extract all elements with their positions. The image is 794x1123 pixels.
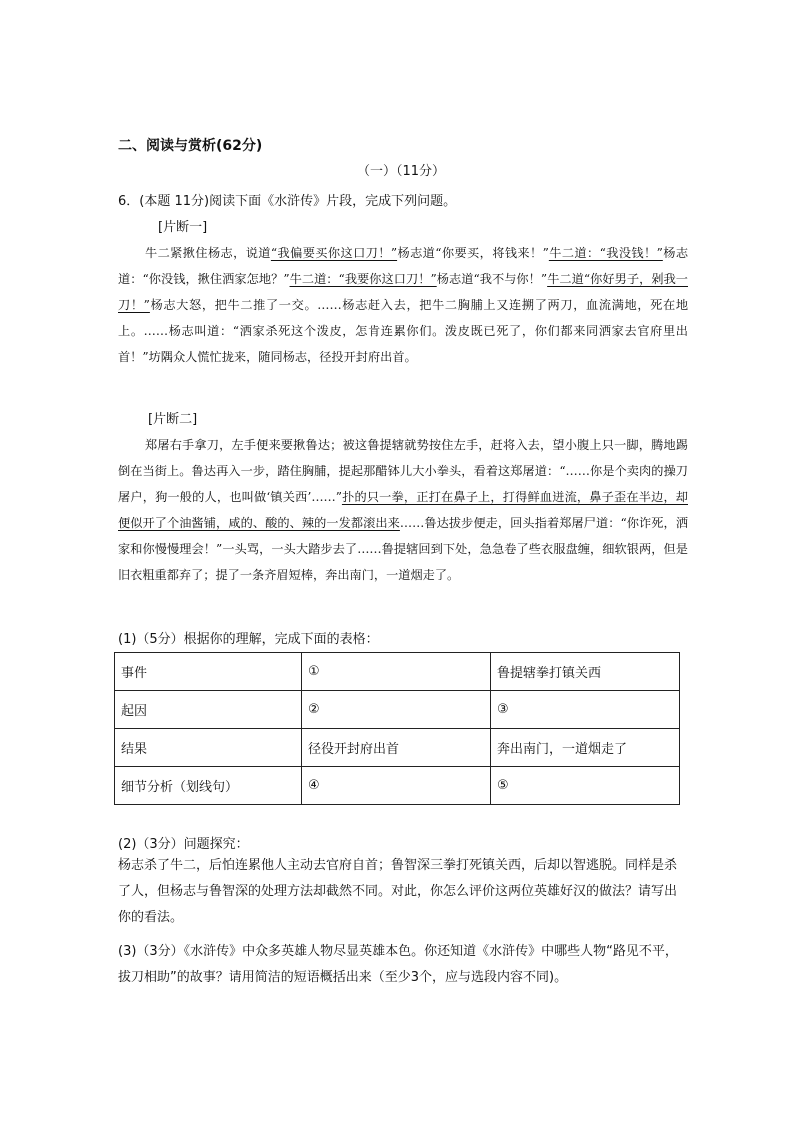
fragment1-seg5: 杨志道：“你没钱，揪住洒家怎地？” xyxy=(118,246,689,286)
fragment1-label: [片断一] xyxy=(158,220,208,235)
table-cell: 细节分析（划线句） xyxy=(115,767,302,805)
table-cell: 结果 xyxy=(115,729,302,767)
table-cell: 事件 xyxy=(115,653,302,691)
table-cell: 径役开封府出首 xyxy=(302,729,491,767)
answer-table xyxy=(114,652,680,805)
subsection-title: （一）（11分） xyxy=(357,164,446,179)
table-cell: ③ xyxy=(491,691,680,729)
fragment2-seg3: ……鲁达拔步便走，回头指着郑屠尸道：“你诈死，洒家和你慢慢理会！”一头骂，一头大踏步去了……鲁提辖回到下处，急急卷了些衣服盘缠，细软银两，但是旧衣粗重都弃了；提了一条齐眉短棒，奔出南门，一道烟走了。 xyxy=(118,516,689,582)
table-row xyxy=(115,767,680,805)
fragment2-label: [片断二] xyxy=(148,412,198,427)
q2-prompt: (2)（3分）问题探究： xyxy=(118,837,249,852)
table-row xyxy=(115,729,680,767)
table-cell: 鲁提辖拳打镇关西 xyxy=(491,653,680,691)
table-cell: ⑤ xyxy=(491,767,680,805)
table-cell: 奔出南门，一道烟走了 xyxy=(491,729,680,767)
fragment2-text xyxy=(118,432,688,588)
fragment2-underlined: 扑的只一拳，正打在鼻子上，打得鲜血迸流，鼻子歪在半边，却便似开了个油酱铺，咸的、酸的、辣的一发都滚出来 xyxy=(118,490,688,530)
fragment1-seg1: 牛二紧揪住杨志，说道 xyxy=(145,246,271,260)
q3-text: (3)（3分）《水浒传》中众多英雄人物尽显英雄本色。你还知道《水浒传》中哪些人物“路见不平，拔刀相助”的故事？请用简洁的短语概括出来（至少3个，应与选段内容不同)。 xyxy=(118,944,678,985)
fragment1-underlined-3: 牛二道：“我要你这口刀！” xyxy=(289,272,437,286)
q1-prompt: (1)（5分）根据你的理解，完成下面的表格： xyxy=(118,632,379,647)
table-cell: ② xyxy=(302,691,491,729)
table-cell: ④ xyxy=(302,767,491,805)
fragment2-seg1: 郑屠右手拿刀，左手便来要揪鲁达；被这鲁提辖就势按住左手，赶将入去，望小腹上只一脚，腾地踢倒在当街上。鲁达再入一步，踏住胸脯，提起那醋钵儿大小拳头，看着这郑屠道：“……你是个卖肉的操刀屠户，狗一般的人，也叫做‘镇关西’……” xyxy=(118,438,688,504)
table-row xyxy=(115,691,680,729)
table-cell: ① xyxy=(302,653,491,691)
fragment1-seg3: 杨志道“你要买，将钱来！” xyxy=(397,246,549,260)
table-row xyxy=(115,653,680,691)
table-cell: 起因 xyxy=(115,691,302,729)
fragment1-text xyxy=(118,240,688,370)
fragment1-underlined-1: “我偏要买你这口刀！” xyxy=(270,246,398,260)
section-title: 二、阅读与赏析(62分) xyxy=(118,138,263,154)
fragment1-underlined-2: 牛二道：“我没钱！” xyxy=(548,246,663,260)
question-intro: 6．(本题 11分)阅读下面《水浒传》片段，完成下列问题。 xyxy=(118,194,457,209)
fragment1-seg9: 杨志大怒，把牛二推了一交。……杨志赶入去，把牛二胸脯上又连搠了两刀，血流满地，死在地上。……杨志叫道：“洒家杀死这个泼皮，怎肯连累你们。泼皮既已死了，你们都来同洒家去官府里出首！”坊隅众人慌忙拢来，随同杨志，径投开封府出首。 xyxy=(118,298,689,364)
q2-text: 杨志杀了牛二，后怕连累他人主动去官府自首；鲁智深三拳打死镇关西，后却以智逃脱。同样是杀了人，但杨志与鲁智深的处理方法却截然不同。对此，你怎么评价这两位英雄好汉的做法？请写出你的看法。 xyxy=(118,858,678,925)
fragment1-underlined-4: 牛二道“你好男子，剁我一刀！” xyxy=(118,272,688,312)
fragment1-seg7: 杨志道“我不与你！” xyxy=(436,272,548,286)
